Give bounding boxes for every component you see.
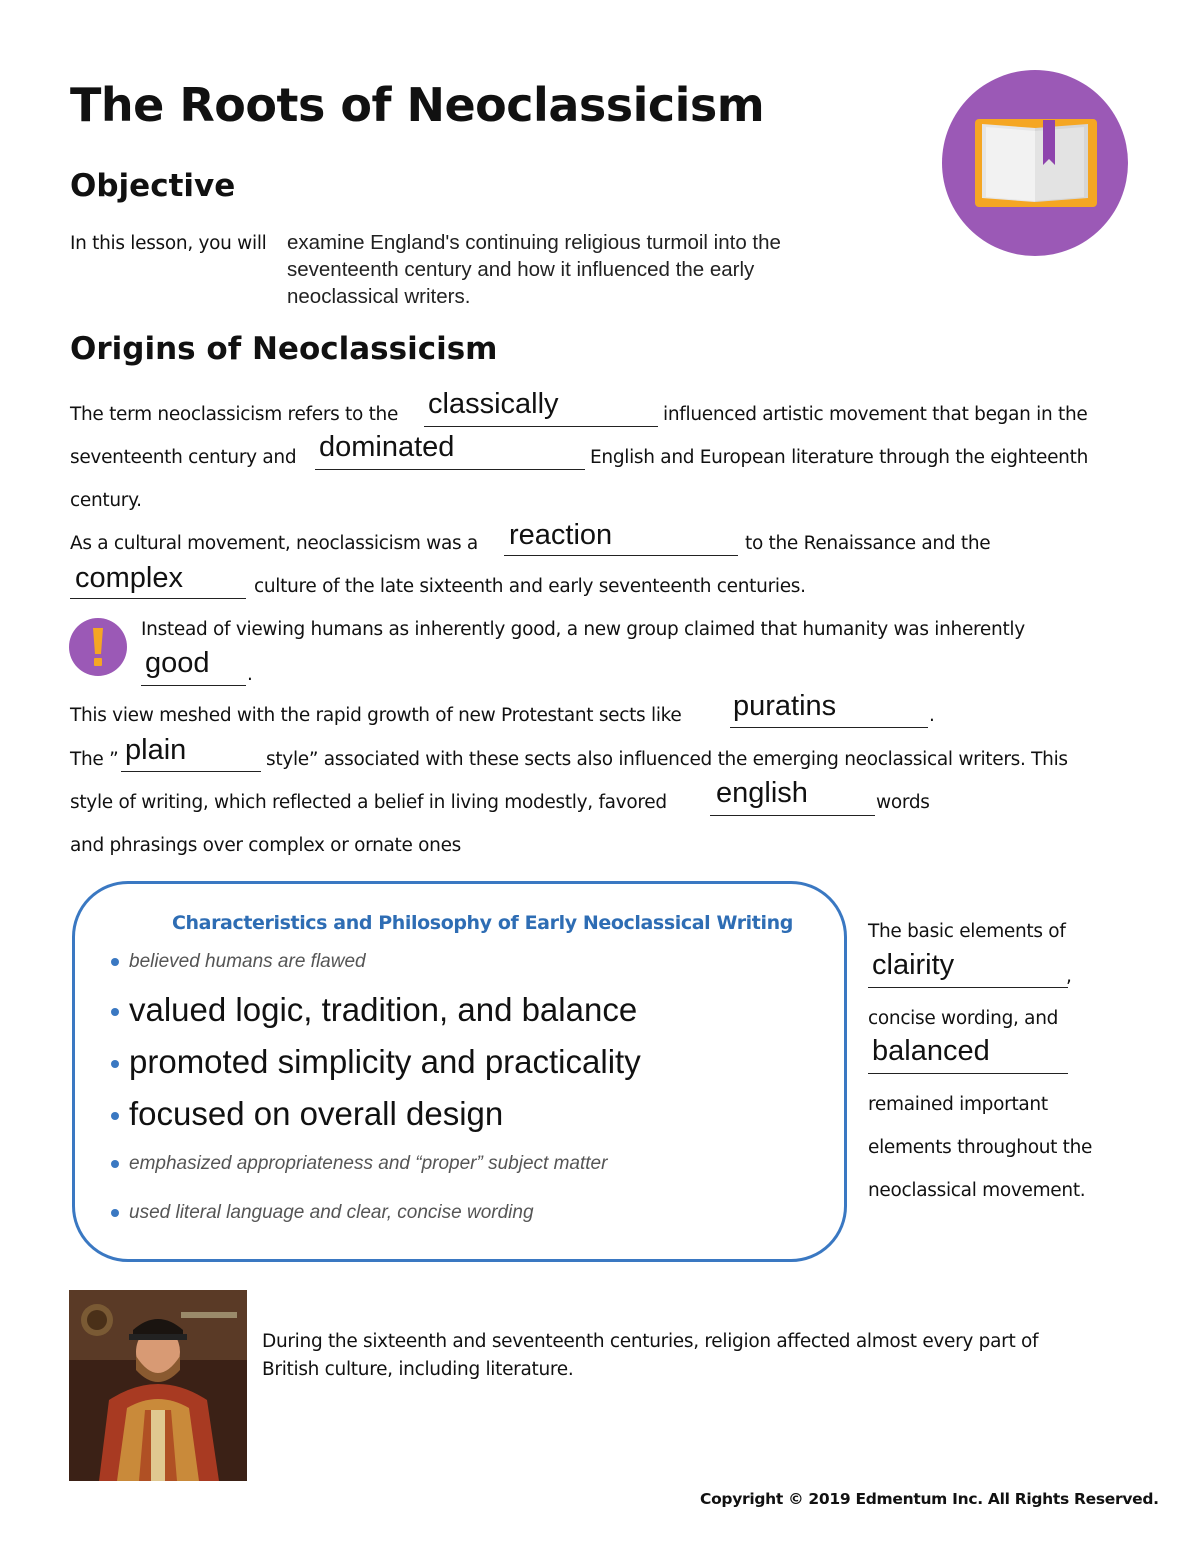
side-text-e: neoclassical movement. xyxy=(868,1180,1086,1201)
note-end: . xyxy=(247,664,253,685)
bullet-text: used literal language and clear, concise wording xyxy=(129,1202,534,1223)
religion-line-1: During the sixteenth and seventeenth centuries, religion affected almost every part of xyxy=(262,1331,1039,1352)
note-text: Instead of viewing humans as inherently good, a new group claimed that humanity was inherently xyxy=(141,619,1025,640)
p3-text-d: style of writing, which reflected a belief in living modestly, favored xyxy=(70,792,667,813)
religion-line-2: British culture, including literature. xyxy=(262,1359,574,1380)
fill-plain[interactable]: plain xyxy=(125,734,187,766)
bullet-icon xyxy=(111,1008,119,1016)
fill-complex[interactable]: complex xyxy=(75,562,183,594)
blank-line xyxy=(70,598,246,599)
bullet-icon xyxy=(111,958,119,966)
bullet-text: emphasized appropriateness and “proper” subject matter xyxy=(129,1153,608,1174)
fill-classically[interactable]: classically xyxy=(428,388,559,420)
blank-line xyxy=(141,685,246,686)
side-text-c: remained important xyxy=(868,1094,1048,1115)
objective-heading: Objective xyxy=(70,168,236,204)
p3-text-c: style” associated with these sects also influenced the emerging neoclassical writers. This xyxy=(266,749,1068,770)
origins-heading: Origins of Neoclassicism xyxy=(70,331,498,367)
objective-answer[interactable] xyxy=(287,229,781,310)
objective-answer-line: examine England's continuing religious turmoil into the xyxy=(287,231,781,254)
p3-end: . xyxy=(929,705,935,726)
portrait-image xyxy=(69,1290,247,1481)
blank-line xyxy=(868,1073,1068,1074)
blank-line xyxy=(730,727,928,728)
fill-balanced[interactable]: balanced xyxy=(872,1035,990,1067)
bullet-item xyxy=(111,991,637,1029)
bullet-item xyxy=(111,1153,607,1175)
objective-answer-line: neoclassical writers. xyxy=(287,285,471,308)
side-text-b: concise wording, and xyxy=(868,1008,1059,1029)
fill-good[interactable]: good xyxy=(145,647,210,679)
characteristics-title: Characteristics and Philosophy of Early Neoclassical Writing xyxy=(172,912,793,934)
fill-puratins[interactable]: puratins xyxy=(733,690,837,722)
p1-text-c: seventeenth century and xyxy=(70,447,297,468)
bullet-item xyxy=(111,1043,641,1081)
p2-text-b: to the Renaissance and the xyxy=(745,533,991,554)
fill-clairity[interactable]: clairity xyxy=(872,949,955,981)
blank-line xyxy=(868,987,1068,988)
page-title: The Roots of Neoclassicism xyxy=(70,78,765,132)
copyright: Copyright © 2019 Edmentum Inc. All Rights Reserved. xyxy=(700,1490,1159,1508)
p1-text-d: English and European literature through the eighteenth xyxy=(590,447,1088,468)
bullet-item xyxy=(111,1202,534,1224)
bullet-item xyxy=(111,1095,503,1133)
p3-text-f: and phrasings over complex or ornate ones xyxy=(70,835,462,856)
blank-line xyxy=(121,771,261,772)
blank-line xyxy=(504,555,738,556)
exclamation-icon xyxy=(69,618,127,676)
bullet-text[interactable]: promoted simplicity and practicality xyxy=(129,1043,641,1080)
book-icon xyxy=(942,70,1128,256)
p1-text-b: influenced artistic movement that began in the xyxy=(663,404,1088,425)
bullet-icon xyxy=(111,1060,119,1068)
objective-prompt: In this lesson, you will xyxy=(70,233,267,254)
bullet-icon xyxy=(111,1209,119,1217)
p2-text-a: As a cultural movement, neoclassicism was a xyxy=(70,533,478,554)
bullet-text[interactable]: focused on overall design xyxy=(129,1095,504,1132)
fill-dominated[interactable]: dominated xyxy=(319,431,455,463)
bullet-icon xyxy=(111,1112,119,1120)
bullet-text[interactable]: valued logic, tradition, and balance xyxy=(129,991,638,1028)
bullet-item xyxy=(111,951,366,973)
side-comma: , xyxy=(1066,966,1072,987)
p3-text-e: words xyxy=(876,792,930,813)
fill-reaction[interactable]: reaction xyxy=(509,519,613,551)
blank-line xyxy=(424,426,658,427)
p1-text-e: century. xyxy=(70,490,142,511)
p3-text-a: This view meshed with the rapid growth of new Protestant sects like xyxy=(70,705,682,726)
bullet-text: believed humans are flawed xyxy=(129,951,366,972)
p2-text-c: culture of the late sixteenth and early seventeenth centuries. xyxy=(254,576,806,597)
fill-english[interactable]: english xyxy=(716,777,808,809)
side-text-a: The basic elements of xyxy=(868,921,1066,942)
blank-line xyxy=(710,815,875,816)
p1-text-a: The term neoclassicism refers to the xyxy=(70,404,399,425)
objective-answer-line: seventeenth century and how it influenced the early xyxy=(287,258,755,281)
blank-line xyxy=(315,469,585,470)
p3-text-b: The ” xyxy=(70,749,119,770)
bullet-icon xyxy=(111,1160,119,1168)
side-text-d: elements throughout the xyxy=(868,1137,1093,1158)
